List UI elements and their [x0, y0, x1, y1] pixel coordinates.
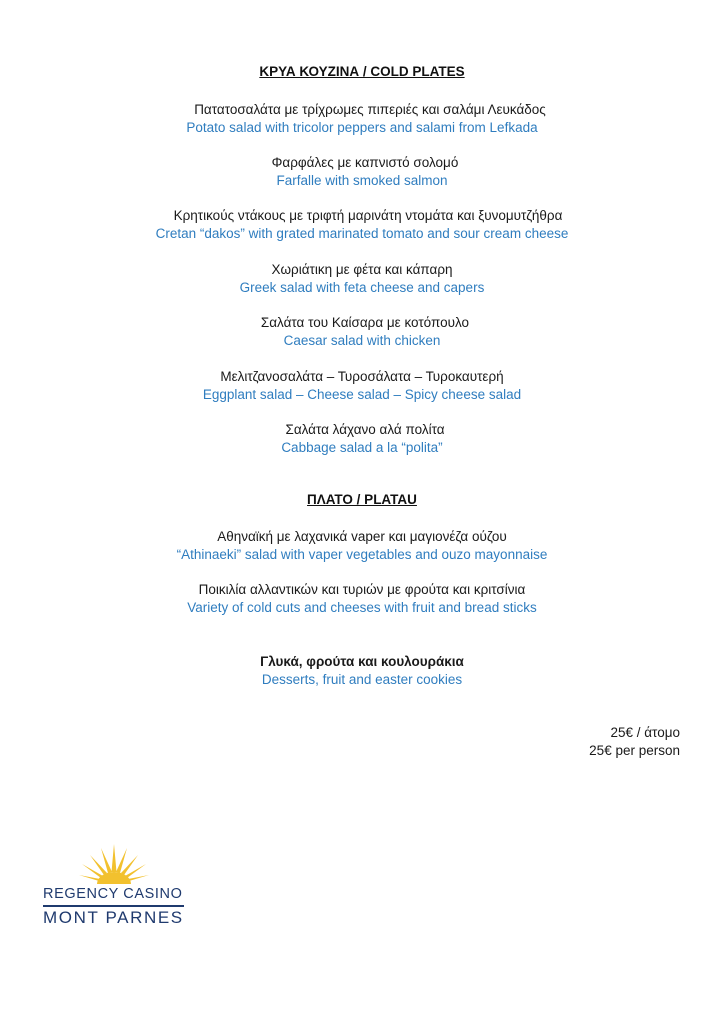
item-greek-name: Μελιτζανοσαλάτα – Τυροσάλατα – Τυροκαυτερή — [220, 369, 504, 384]
item-english-name: Greek salad with feta cheese and capers — [239, 280, 485, 295]
item-greek-name: Αθηναϊκή με λαχανικά vaper και μαγιονέζα ούζου — [217, 529, 507, 544]
menu-item-desserts — [0, 653, 724, 689]
item-english-name: “Athinaeki” salad with vaper vegetables and ouzo mayonnaise — [176, 547, 548, 562]
menu-item — [0, 261, 724, 297]
menu-item — [0, 421, 724, 457]
price-english: 25€ per person — [589, 743, 680, 758]
item-greek-name: Σαλάτα λάχανο αλά πολίτα — [285, 422, 445, 437]
menu-item — [0, 314, 724, 350]
logo-text-line2: MONT PARNES — [43, 908, 184, 927]
menu-item — [0, 101, 724, 137]
item-english-name: Cabbage salad a la “polita” — [281, 440, 443, 455]
price-greek: 25€ / άτομο — [610, 725, 680, 740]
menu-item — [0, 528, 724, 564]
item-english-name: Potato salad with tricolor peppers and salami from Lefkada — [186, 120, 538, 135]
item-english-name: Farfalle with smoked salmon — [276, 173, 448, 188]
item-greek-name: Ποικιλία αλλαντικών και τυριών με φρούτα και κριτσίνια — [198, 582, 526, 597]
item-english-name: Desserts, fruit and easter cookies — [261, 672, 463, 687]
menu-item — [0, 207, 724, 243]
logo-divider — [43, 905, 184, 907]
item-english-name: Eggplant salad – Cheese salad – Spicy cheese salad — [202, 387, 522, 402]
item-greek-name: Χωριάτικη με φέτα και κάπαρη — [271, 262, 453, 277]
menu-item — [0, 368, 724, 404]
item-greek-name: Γλυκά, φρούτα και κουλουράκια — [260, 654, 464, 669]
item-greek-name: Πατατοσαλάτα με τρίχρωμες πιπεριές και σαλάμι Λευκάδος — [194, 102, 546, 117]
item-greek-name: Φαρφάλες με καπνιστό σολομό — [271, 155, 459, 170]
section-title-plateau: ΠΛΑΤΟ / PLATAU — [307, 492, 417, 507]
item-greek-name: Κρητικούς ντάκους με τριφτή μαρινάτη ντομάτα και ξυνομυτζήθρα — [173, 208, 563, 223]
menu-item — [0, 154, 724, 190]
item-english-name: Caesar salad with chicken — [283, 333, 441, 348]
price-block — [589, 724, 680, 760]
item-english-name: Cretan “dakos” with grated marinated tomato and sour cream cheese — [155, 226, 569, 241]
logo-text-line1: REGENCY CASINO — [43, 886, 183, 902]
sun-icon — [79, 842, 149, 884]
regency-casino-logo — [43, 842, 188, 927]
item-english-name: Variety of cold cuts and cheeses with fruit and bread sticks — [187, 600, 537, 615]
item-greek-name: Σαλάτα του Καίσαρα με κοτόπουλο — [260, 315, 470, 330]
section-title-cold-plates: ΚΡΥΑ ΚΟΥΖΙΝΑ / COLD PLATES — [259, 64, 465, 79]
menu-item — [0, 581, 724, 617]
